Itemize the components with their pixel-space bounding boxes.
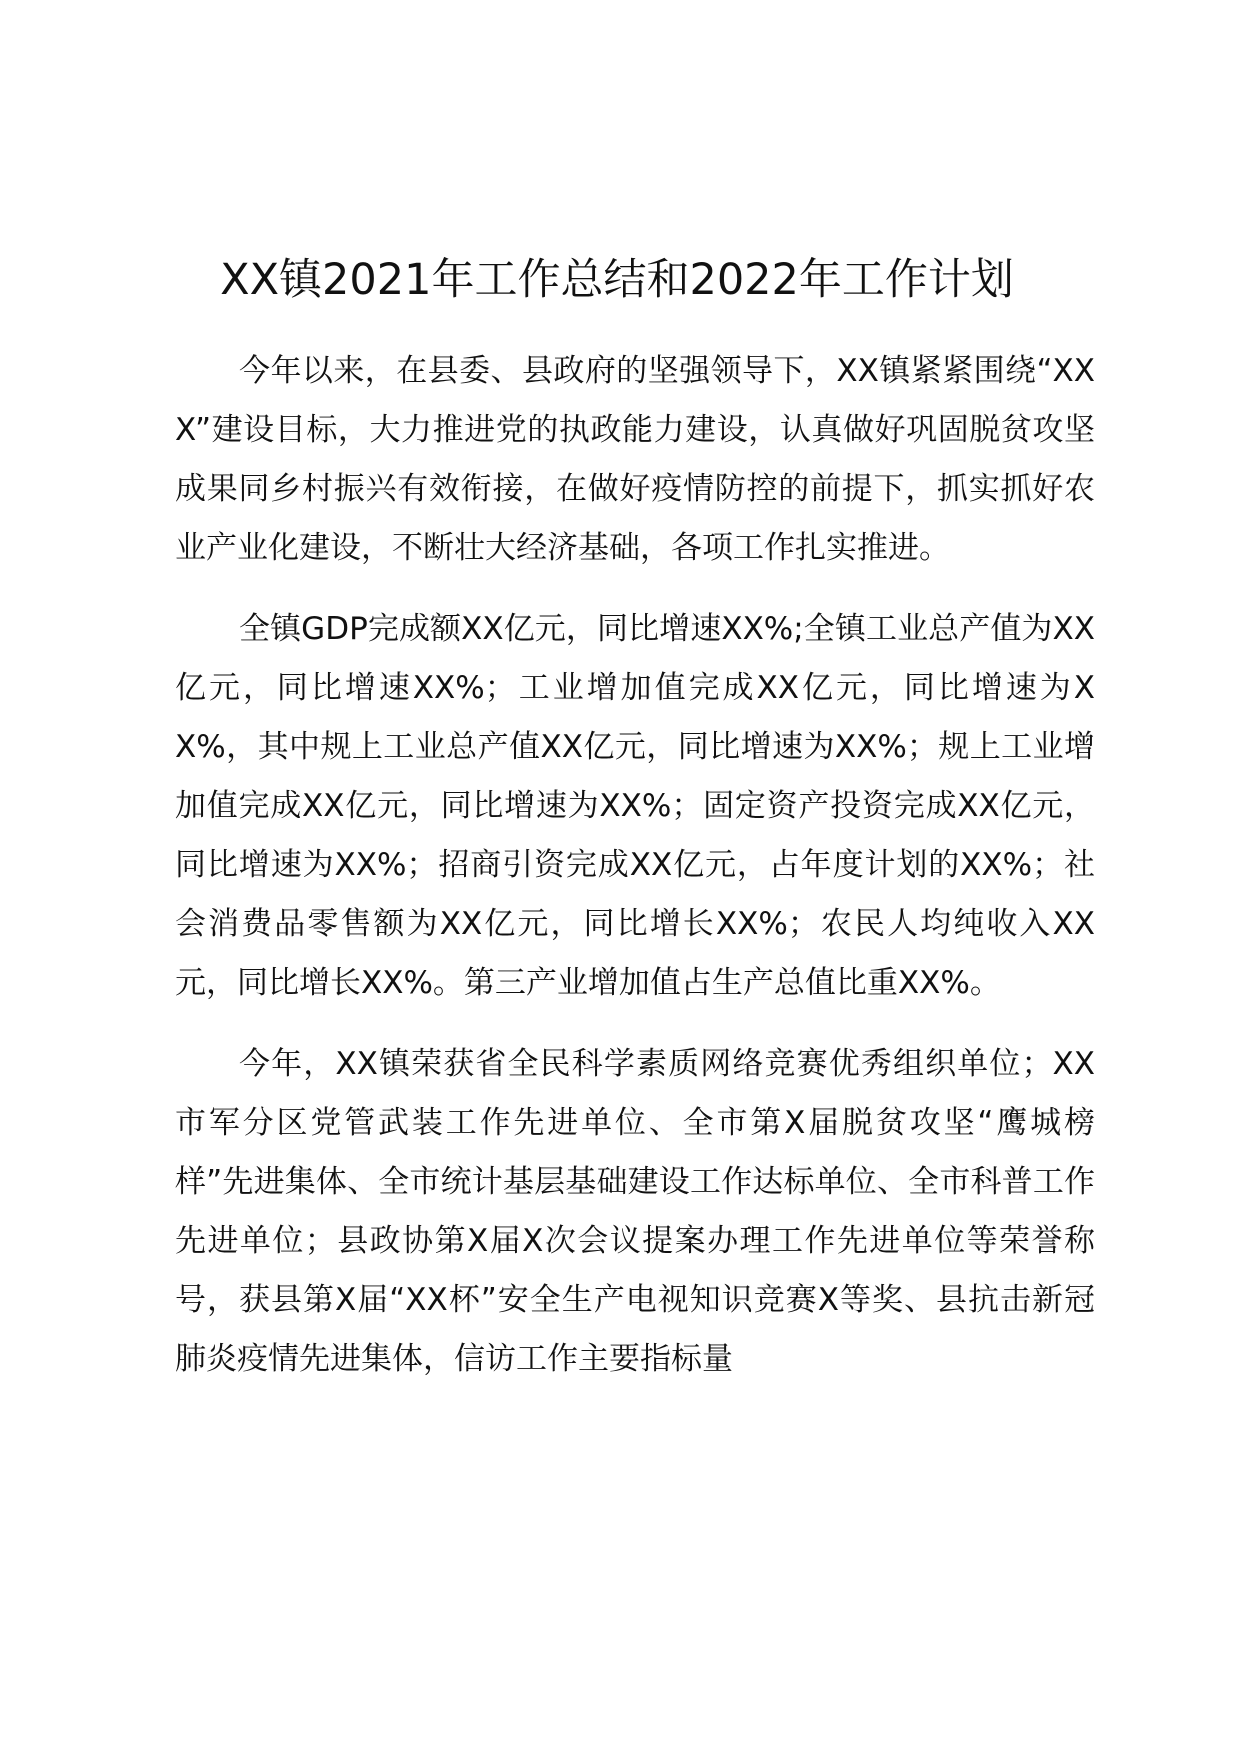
document-title: XX镇2021年工作总结和2022年工作计划 bbox=[220, 255, 1014, 305]
paragraph-intro: 今年以来，在县委、县政府的坚强领导下，XX镇紧紧围绕“XXX”建设目标，大力推进党的执政能力建设，认真做好巩固脱贫攻坚成果同乡村振兴有效衔接，在做好疫情防控的前提下，抓实抓好农业产业化建设，不断壮大经济基础，各项工作扎实推进。 bbox=[175, 353, 1095, 566]
document-body bbox=[175, 342, 1095, 1411]
paragraph-economic-indicators: 全镇GDP完成额XX亿元，同比增速XX%;全镇工业总产值为XX亿元，同比增速XX%；工业增加值完成XX亿元，同比增速为XX%，其中规上工业总产值XX亿元，同比增速为XX%；规上工业增加值完成XX亿元，同比增速为XX%；固定资产投资完成XX亿元，同比增速为XX%；招商引资完成XX亿元，占年度计划的XX%；社会消费品零售额为XX亿元，同比增长XX%；农民人均纯收入XX元，同比增长XX%。第三产业增加值占生产总值比重XX%。 bbox=[175, 611, 1095, 1001]
paragraph-honors: 今年，XX镇荣获省全民科学素质网络竞赛优秀组织单位；XX市军分区党管武装工作先进单位、全市第X届脱贫攻坚“鹰城榜样”先进集体、全市统计基层基础建设工作达标单位、全市科普工作先进单位；县政协第X届X次会议提案办理工作先进单位等荣誉称号，获县第X届“XX杯”安全生产电视知识竞赛X等奖、县抗击新冠肺炎疫情先进集体，信访工作主要指标量 bbox=[175, 1046, 1095, 1377]
